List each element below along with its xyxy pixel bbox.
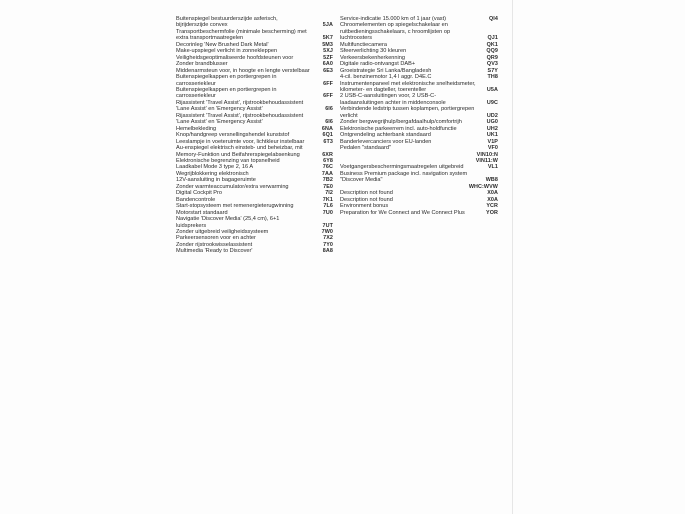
- option-code: 6I6: [325, 119, 333, 126]
- option-list-right: [340, 16, 498, 216]
- option-description: Buitenspiegelkappen en portiergrepen in carrosseriekleur: [176, 74, 277, 87]
- option-code: YOR: [486, 209, 498, 216]
- option-description: Verbindende ledstrip tussen koplampen, portiergrepen verlicht: [340, 106, 475, 119]
- option-description: Parkeersensoren voor en achter: [176, 235, 256, 242]
- option-description: Verkeersbekenherkenning: [340, 54, 405, 61]
- option-description: Decorinleg 'New Brushed Dark Metal': [176, 41, 269, 48]
- option-description: Motorstart standaard: [176, 209, 228, 216]
- option-code: QV3: [486, 61, 498, 68]
- option-row: [340, 93, 498, 106]
- option-code: V1P: [487, 138, 498, 145]
- option-code: 7L6: [323, 203, 333, 210]
- option-description: Au-enspiegel elektrisch einsteb- und beheizbar, mit Memory-Funktion und Beifahrerspiegelabsenkung: [176, 145, 303, 158]
- option-code: 5ZF: [323, 54, 333, 61]
- option-code: 8A8: [322, 248, 333, 255]
- option-code: 7U0: [322, 209, 333, 216]
- option-code: 7W0: [321, 228, 333, 235]
- option-row: [340, 171, 498, 184]
- option-description: 4-cil. benzinemotor 1,4 l aggr. D4E.C: [340, 74, 432, 81]
- option-description: Rijassistent 'Travel Assist', rijstrookbehoudassistent 'Lane Assist' en 'Emergency Assist': [176, 112, 304, 126]
- option-code: QJ1: [487, 35, 498, 42]
- option-row: [176, 16, 333, 29]
- option-code: VF0: [487, 145, 498, 152]
- option-code: QR9: [486, 54, 498, 61]
- option-description: Multifunctiecamera: [340, 41, 387, 48]
- option-description: Voetgangersbeschermingsmaatregelen uitgebreid: [340, 164, 464, 171]
- option-row: [340, 81, 498, 94]
- option-code: QK1: [486, 41, 498, 48]
- option-code: U9C: [486, 99, 498, 106]
- option-code: 7AA: [321, 170, 333, 177]
- option-description: Bandencontrole: [176, 196, 216, 203]
- option-description: Zonder uitgebreid veiligheidssysteem: [176, 228, 269, 235]
- option-row: [176, 145, 333, 158]
- option-row: [340, 210, 498, 216]
- option-code: UK1: [486, 132, 498, 139]
- option-code: 7I2: [325, 190, 333, 197]
- option-code: 6FF: [323, 93, 333, 100]
- option-description: Multimedia 'Ready to Discover': [176, 248, 253, 255]
- option-code: 6Y8: [323, 157, 333, 164]
- option-description: Description not found: [340, 190, 393, 197]
- option-code: VIN11:W: [475, 157, 498, 164]
- option-description: Hemelbekleding: [176, 125, 217, 132]
- option-description: Veiligheidsgeoptimaliseerde hoofdsteunen voor: [176, 54, 294, 61]
- option-code: 5JA: [322, 22, 333, 29]
- option-row: [340, 22, 498, 41]
- option-code: 5XJ: [323, 48, 333, 55]
- option-code: QI4: [489, 16, 498, 22]
- option-code: X0A: [487, 196, 498, 203]
- option-code: TH8: [487, 74, 498, 81]
- option-description: Groeistrategie Sri Lanka/Bangladesh: [340, 67, 432, 74]
- option-code: U5A: [486, 86, 498, 93]
- option-code: YCR: [486, 203, 498, 210]
- scan-edge-line: [512, 0, 513, 514]
- option-code: QQ9: [486, 48, 498, 55]
- option-description: Zonder rijstrookwisselassistent: [176, 241, 253, 248]
- option-code: 7Y0: [323, 241, 333, 248]
- option-description: Elektronische begrenzing van topsnelheid: [176, 157, 280, 164]
- option-row: [176, 100, 333, 113]
- option-description: Zonder warmteaccumulator/extra verwarming: [176, 183, 289, 190]
- option-row: [176, 248, 333, 254]
- option-code: UG0: [486, 119, 498, 126]
- option-code: VIN10:N: [476, 151, 498, 158]
- option-description: Pedalen "standaard": [340, 145, 391, 152]
- option-description: Start-stopsysteem met remenergieterugwinning: [176, 203, 294, 210]
- option-description: Chroomelementen op spiegelschakelaar en ruitbedieningsschakelaars, c hroomlijsten op luchtroosters: [340, 22, 451, 42]
- option-description: Ontgrendeling achterbank standaard: [340, 132, 431, 139]
- option-code: WB8: [485, 177, 498, 184]
- option-description: Zonder brandblusser: [176, 61, 228, 68]
- option-description: Wegrijblokkering elektronisch: [176, 170, 249, 177]
- option-code: 7UT: [322, 222, 333, 229]
- option-description: Service-indicatie 15.000 km of 1 jaar (vast): [340, 16, 447, 22]
- option-description: Buitenspiegel bestuurderszijde asferisch, bijrijderszijde convex: [176, 16, 278, 29]
- option-description: Buitenspiegelkappen en portiergrepen in carrosseriekleur: [176, 86, 277, 100]
- option-description: Rijassistent 'Travel Assist', rijstrookbehoudassistent 'Lane Assist' en 'Emergency Assist': [176, 99, 304, 113]
- option-description: Transportbeschermfolie (minimale bescherming) met extra transportmaatregelen: [176, 28, 307, 42]
- option-row: [176, 216, 333, 229]
- option-description: Description not found: [340, 196, 393, 203]
- option-row: [176, 74, 333, 87]
- option-list-left: [176, 16, 333, 255]
- option-description: Preparation for We Connect and We Connect Plus: [340, 209, 465, 216]
- option-code: 5K7: [322, 35, 333, 42]
- option-description: 12V-aansluiting in bagageruimte: [176, 177, 256, 184]
- option-description: Business Premium package incl. navigation system "Discover Media": [340, 170, 468, 184]
- option-code: X0A: [487, 190, 498, 197]
- option-description: Elektronische parkeerrem incl. auto-holdfunctie: [340, 125, 457, 132]
- option-description: Navigatie 'Discover Media' (25,4 cm), 6+1 luidsprekers: [176, 216, 280, 229]
- option-code: 6NA: [321, 125, 333, 132]
- option-code: WHC:WVW: [468, 183, 498, 190]
- option-code: 5M3: [322, 41, 333, 48]
- option-description: Make-upspiegel verlicht in zonnekleppen: [176, 48, 278, 55]
- option-description: Digital Cockpit Pro: [176, 190, 223, 197]
- option-row: [176, 113, 333, 126]
- option-description: Laadkabel Mode 3 type 2, 16 A: [176, 164, 254, 171]
- option-code: UD2: [486, 112, 498, 119]
- option-row: [340, 106, 498, 119]
- option-code: 6T3: [323, 138, 333, 145]
- option-code: UH2: [486, 125, 498, 132]
- option-description: Environment bonus: [340, 203, 389, 210]
- option-description: Middenarmsteun voor, in hoogte en lengte verstelbaar: [176, 67, 310, 74]
- option-code: 6I6: [325, 106, 333, 113]
- option-code: 6A0: [322, 61, 333, 68]
- option-description: Digitale radio-ontvangst DAB+: [340, 61, 416, 68]
- option-row: [176, 29, 333, 42]
- option-description: Instrumentenpaneel met elektronische snelheidsmeter, kilometer- en dagteller, toerenteller: [340, 80, 476, 93]
- option-code: 7X2: [323, 235, 333, 242]
- option-description: Leeslampje in voeteruimte voor, lichtkleur instelbaar: [176, 138, 305, 145]
- option-code: 76C: [322, 164, 333, 171]
- option-code: 6FF: [323, 80, 333, 87]
- option-code: S7Y: [487, 67, 498, 74]
- option-description: Banderlevercanciers voor EU-landen: [340, 138, 432, 145]
- option-description: Sfeerverlichting 30 kleuren: [340, 48, 407, 55]
- option-code: 7K1: [322, 196, 333, 203]
- option-description: Knop/handgreep versnellingshendel kunststof: [176, 132, 290, 139]
- option-code: 6E3: [323, 67, 333, 74]
- option-description: 2 USB-C-aansluitingen voor, 2 USB-C-laadaansluitingen achter in middenconsole: [340, 93, 446, 106]
- option-code: VL1: [487, 164, 498, 171]
- option-description: Zonder bergwegrijhulp/bergafdaalhulp/comfortrijh: [340, 119, 462, 126]
- option-code: 7B2: [322, 177, 333, 184]
- option-code: 7E0: [323, 183, 333, 190]
- option-row: [176, 87, 333, 100]
- option-code: 6Q1: [322, 132, 333, 139]
- option-code: 6XR: [322, 151, 333, 158]
